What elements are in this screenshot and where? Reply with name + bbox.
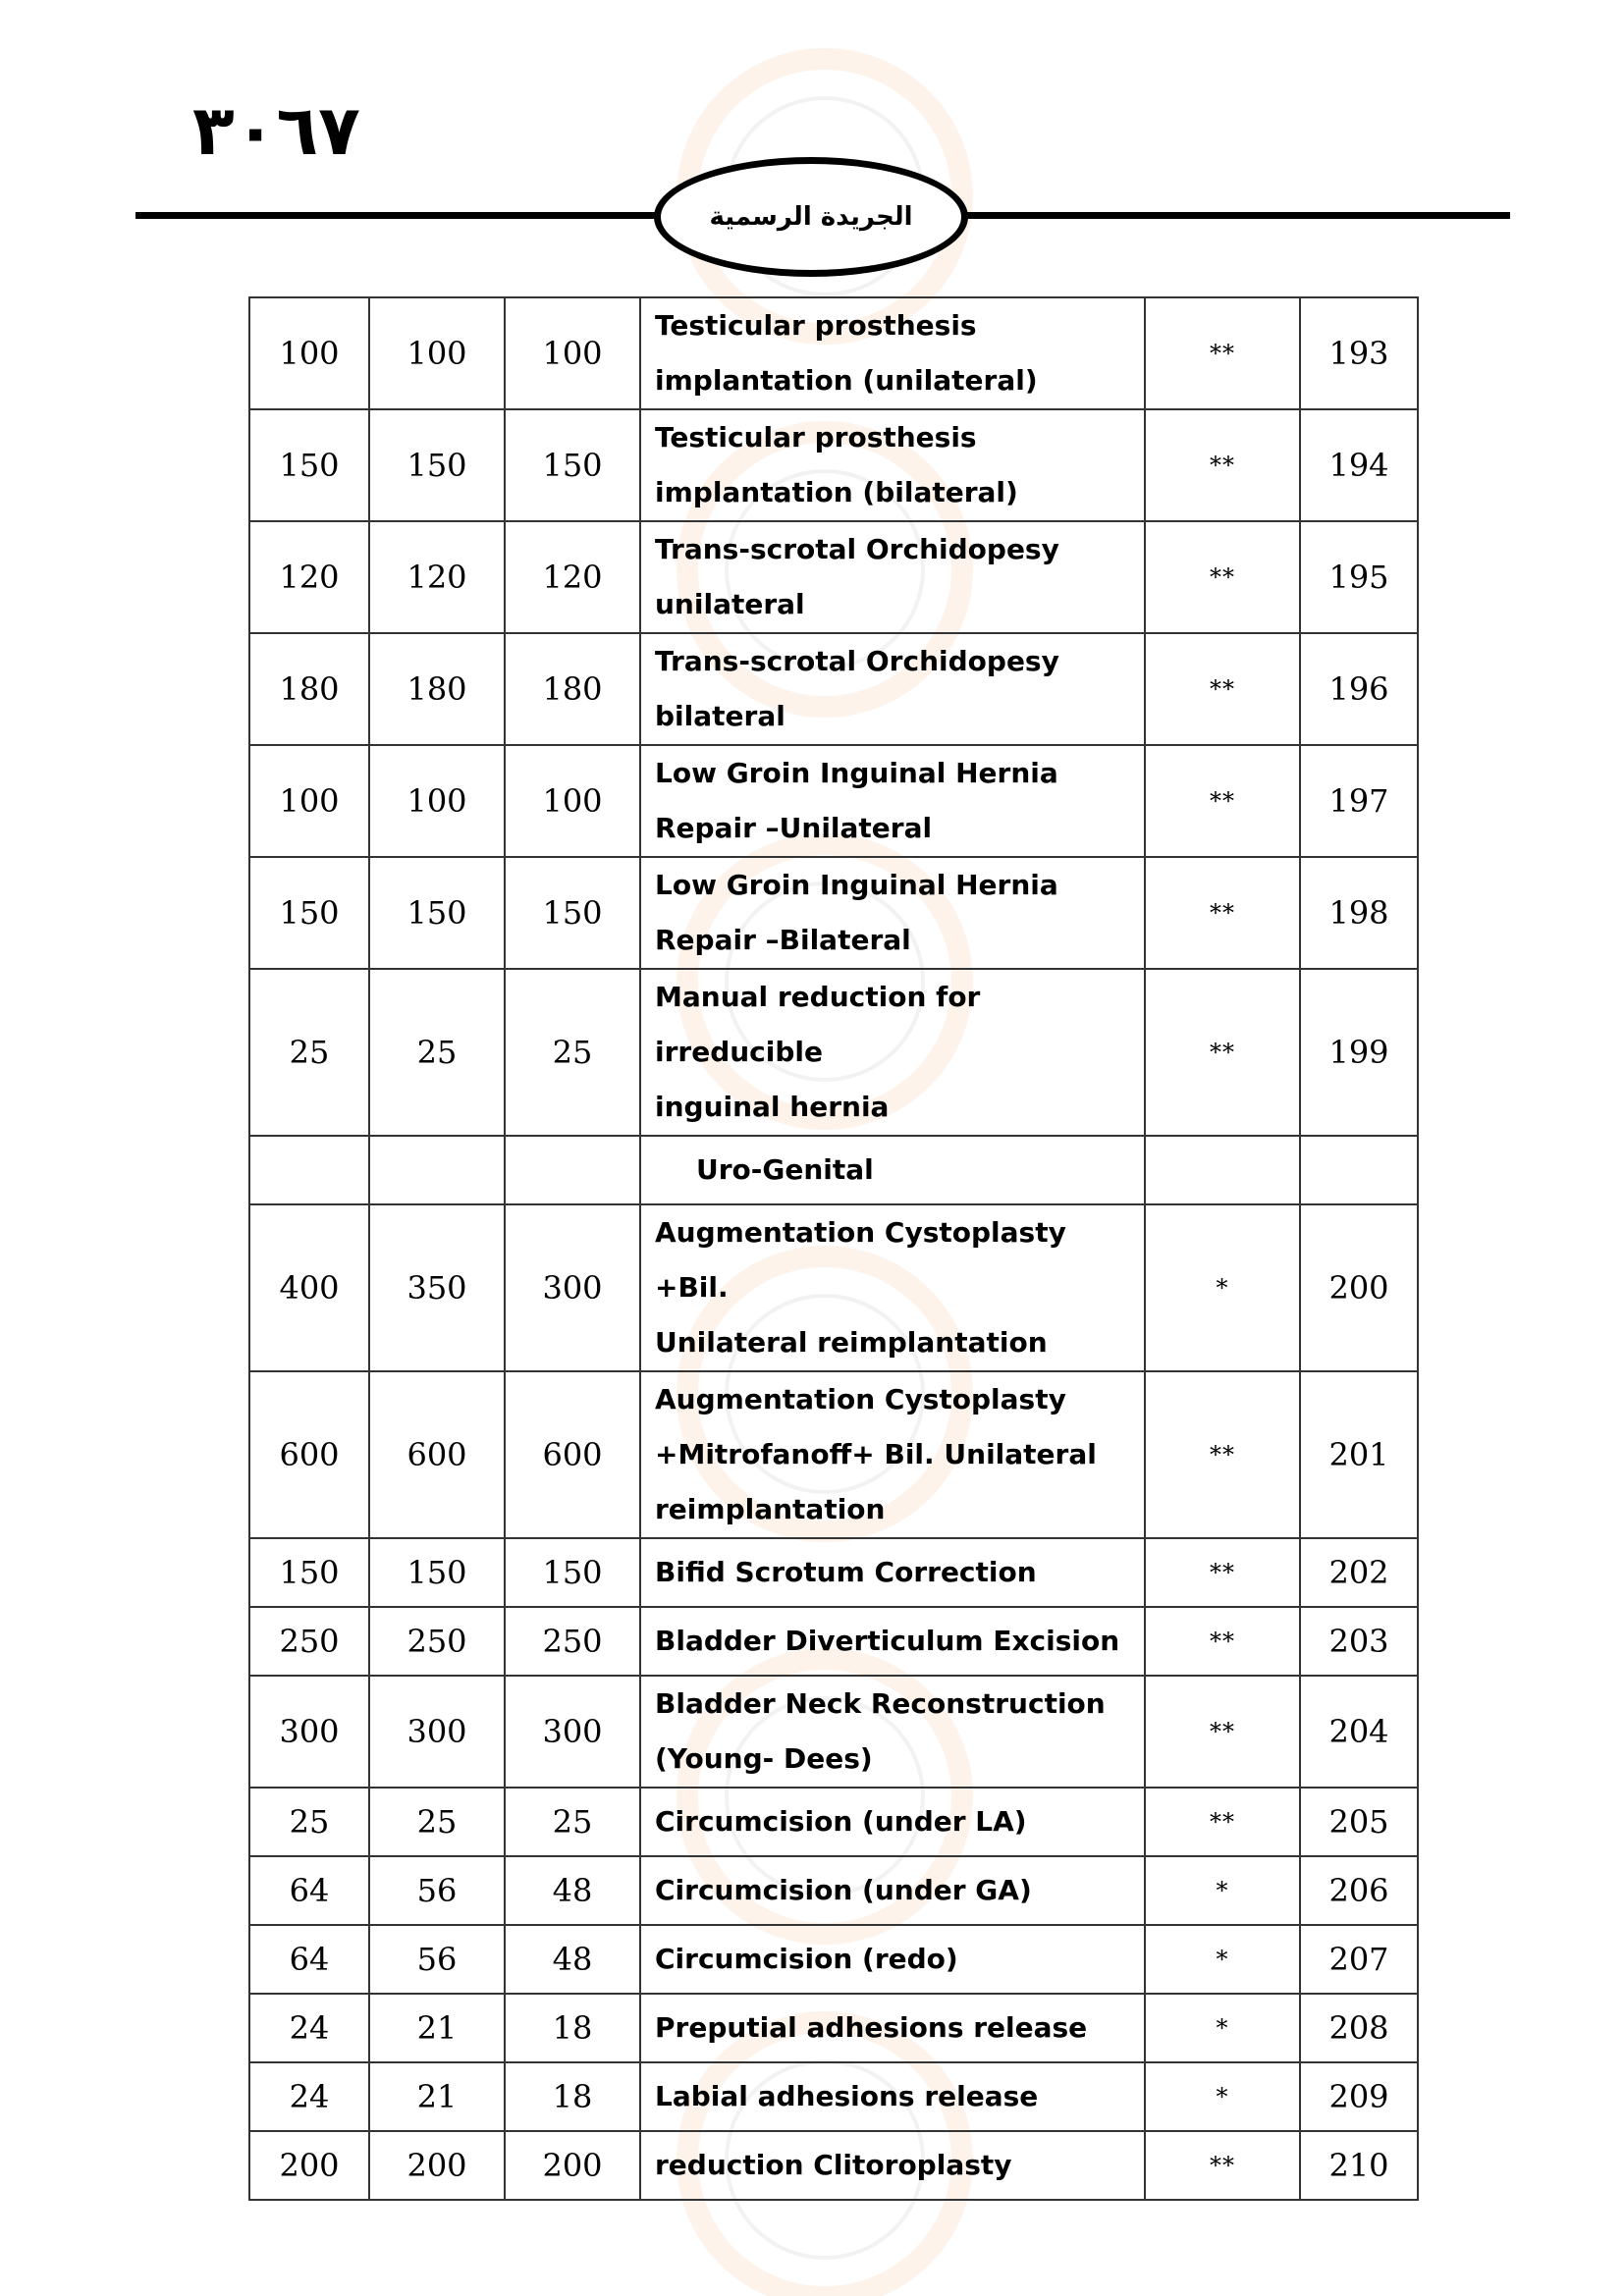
category-mark: * [1145, 1204, 1300, 1371]
category-mark: ** [1145, 297, 1300, 409]
fee-col-2: 600 [369, 1371, 505, 1538]
fee-col-1: 64 [249, 1925, 369, 1994]
fee-col-2: 350 [369, 1204, 505, 1371]
procedure-description-line: Low Groin Inguinal Hernia [655, 869, 1058, 901]
procedure-number: 205 [1300, 1788, 1418, 1856]
category-mark: * [1145, 1856, 1300, 1925]
category-mark: ** [1145, 857, 1300, 969]
procedure-description [640, 1538, 1145, 1607]
procedure-number: 196 [1300, 633, 1418, 745]
procedure-number: 202 [1300, 1538, 1418, 1607]
table-row [249, 2062, 1418, 2131]
fee-col-1: 24 [249, 1994, 369, 2062]
procedure-description-line: Testicular prosthesis [655, 309, 977, 342]
fee-col-3: 300 [505, 1204, 640, 1371]
table-row [249, 1607, 1418, 1676]
header-rule-left [135, 212, 666, 219]
fee-col-3: 150 [505, 857, 640, 969]
table-row [249, 633, 1418, 745]
fee-col-2: 150 [369, 1538, 505, 1607]
procedure-description-line: reduction Clitoroplasty [655, 2149, 1012, 2181]
procedure-description [640, 1204, 1145, 1371]
category-mark: ** [1145, 1371, 1300, 1538]
procedure-number: 199 [1300, 969, 1418, 1136]
fee-col-1: 150 [249, 1538, 369, 1607]
fee-col-3: 18 [505, 2062, 640, 2131]
empty-cell [1300, 1136, 1418, 1204]
table-row [249, 745, 1418, 857]
section-heading: Uro-Genital [640, 1136, 1145, 1204]
category-mark: ** [1145, 745, 1300, 857]
procedure-number: 210 [1300, 2131, 1418, 2200]
fee-col-3: 48 [505, 1925, 640, 1994]
header-rule-right [958, 212, 1510, 219]
fee-col-2: 180 [369, 633, 505, 745]
procedure-description [640, 1925, 1145, 1994]
table-row [249, 1925, 1418, 1994]
procedure-description-line: Circumcision (under GA) [655, 1874, 1032, 1906]
procedure-description-line: Unilateral reimplantation [655, 1326, 1048, 1359]
fee-col-1: 120 [249, 521, 369, 633]
fee-col-1: 180 [249, 633, 369, 745]
table-row [249, 297, 1418, 409]
procedure-description-line: unilateral [655, 588, 805, 620]
table-row [249, 969, 1418, 1136]
procedure-description-line: inguinal hernia [655, 1091, 890, 1123]
category-mark: * [1145, 1925, 1300, 1994]
fee-col-3: 25 [505, 969, 640, 1136]
procedure-description [640, 969, 1145, 1136]
procedure-description [640, 1607, 1145, 1676]
empty-cell [369, 1136, 505, 1204]
fee-col-2: 250 [369, 1607, 505, 1676]
procedure-description-line: Trans-scrotal Orchidopesy [655, 533, 1059, 565]
procedure-description-line: Manual reduction for irreducible [655, 981, 981, 1068]
fee-col-1: 64 [249, 1856, 369, 1925]
fee-col-2: 56 [369, 1856, 505, 1925]
masthead-title: الجريدة الرسمية [709, 202, 913, 232]
fee-col-1: 24 [249, 2062, 369, 2131]
procedure-description-line: implantation (bilateral) [655, 476, 1018, 508]
empty-cell [505, 1136, 640, 1204]
fee-col-1: 150 [249, 409, 369, 521]
category-mark: * [1145, 2062, 1300, 2131]
procedure-description-line: Circumcision (redo) [655, 1943, 958, 1975]
table-row [249, 857, 1418, 969]
category-mark: ** [1145, 1676, 1300, 1788]
fee-col-1: 25 [249, 1788, 369, 1856]
fee-col-2: 21 [369, 2062, 505, 2131]
fee-col-1: 200 [249, 2131, 369, 2200]
procedure-description [640, 857, 1145, 969]
fee-table-body [249, 297, 1418, 2200]
fee-col-1: 400 [249, 1204, 369, 1371]
masthead-oval [654, 157, 968, 277]
procedure-description-line: bilateral [655, 700, 785, 732]
fee-col-1: 300 [249, 1676, 369, 1788]
page-number: ٣٠٦٧ [192, 90, 360, 171]
category-mark: ** [1145, 2131, 1300, 2200]
procedure-description-line: (Young- Dees) [655, 1742, 873, 1775]
fee-col-2: 100 [369, 297, 505, 409]
table-row [249, 1856, 1418, 1925]
procedure-description-line: Testicular prosthesis [655, 421, 977, 454]
procedure-description-line: Bladder Diverticulum Excision [655, 1625, 1120, 1657]
procedure-number: 193 [1300, 297, 1418, 409]
fee-table-container [248, 296, 1417, 2201]
procedure-description-line: Circumcision (under LA) [655, 1805, 1027, 1838]
table-row [249, 1788, 1418, 1856]
category-mark: ** [1145, 521, 1300, 633]
procedure-number: 198 [1300, 857, 1418, 969]
procedure-description-line: Augmentation Cystoplasty [655, 1383, 1066, 1415]
procedure-description [640, 297, 1145, 409]
fee-col-2: 56 [369, 1925, 505, 1994]
table-row [249, 521, 1418, 633]
table-row [249, 409, 1418, 521]
procedure-number: 201 [1300, 1371, 1418, 1538]
procedure-number: 206 [1300, 1856, 1418, 1925]
category-mark: * [1145, 1994, 1300, 2062]
procedure-number: 200 [1300, 1204, 1418, 1371]
procedure-description-line: Repair –Unilateral [655, 812, 933, 844]
fee-col-2: 150 [369, 857, 505, 969]
procedure-number: 194 [1300, 409, 1418, 521]
procedure-number: 195 [1300, 521, 1418, 633]
fee-col-3: 600 [505, 1371, 640, 1538]
table-row [249, 1676, 1418, 1788]
category-mark: ** [1145, 409, 1300, 521]
fee-col-3: 200 [505, 2131, 640, 2200]
procedure-description [640, 409, 1145, 521]
fee-col-3: 150 [505, 409, 640, 521]
procedure-description [640, 521, 1145, 633]
procedure-number: 208 [1300, 1994, 1418, 2062]
fee-col-2: 150 [369, 409, 505, 521]
procedure-description [640, 1371, 1145, 1538]
fee-col-2: 300 [369, 1676, 505, 1788]
empty-cell [1145, 1136, 1300, 1204]
table-row [249, 2131, 1418, 2200]
procedure-description-line: Labial adhesions release [655, 2080, 1039, 2112]
category-mark: ** [1145, 1607, 1300, 1676]
fee-col-1: 100 [249, 297, 369, 409]
category-mark: ** [1145, 969, 1300, 1136]
procedure-description-line: Augmentation Cystoplasty +Bil. [655, 1216, 1066, 1304]
fee-col-1: 100 [249, 745, 369, 857]
fee-col-3: 18 [505, 1994, 640, 2062]
category-mark: ** [1145, 1788, 1300, 1856]
procedure-number: 197 [1300, 745, 1418, 857]
procedure-description-line: Repair –Bilateral [655, 924, 911, 956]
procedure-number: 204 [1300, 1676, 1418, 1788]
fee-col-2: 200 [369, 2131, 505, 2200]
fee-col-1: 150 [249, 857, 369, 969]
procedure-description [640, 745, 1145, 857]
table-row [249, 1204, 1418, 1371]
procedure-description [640, 1856, 1145, 1925]
procedure-description-line: Low Groin Inguinal Hernia [655, 757, 1058, 789]
fee-col-2: 25 [369, 1788, 505, 1856]
procedure-number: 203 [1300, 1607, 1418, 1676]
procedure-description [640, 1788, 1145, 1856]
procedure-description-line: implantation (unilateral) [655, 364, 1038, 397]
fee-col-1: 250 [249, 1607, 369, 1676]
table-row [249, 1994, 1418, 2062]
category-mark: ** [1145, 633, 1300, 745]
fee-col-3: 100 [505, 297, 640, 409]
procedure-description [640, 1994, 1145, 2062]
procedure-description [640, 1676, 1145, 1788]
fee-col-3: 250 [505, 1607, 640, 1676]
procedure-description [640, 633, 1145, 745]
empty-cell [249, 1136, 369, 1204]
table-row [249, 1538, 1418, 1607]
fee-col-3: 150 [505, 1538, 640, 1607]
fee-col-3: 120 [505, 521, 640, 633]
procedure-description-line: Bladder Neck Reconstruction [655, 1687, 1106, 1720]
procedure-description [640, 2062, 1145, 2131]
procedure-number: 207 [1300, 1925, 1418, 1994]
fee-col-1: 600 [249, 1371, 369, 1538]
procedure-description-line: Trans-scrotal Orchidopesy [655, 645, 1059, 677]
fee-col-3: 300 [505, 1676, 640, 1788]
procedure-number: 209 [1300, 2062, 1418, 2131]
procedure-description [640, 2131, 1145, 2200]
category-mark: ** [1145, 1538, 1300, 1607]
procedure-description-line: Bifid Scrotum Correction [655, 1556, 1037, 1588]
section-row [249, 1136, 1418, 1204]
fee-table [248, 296, 1419, 2201]
fee-col-3: 180 [505, 633, 640, 745]
fee-col-3: 100 [505, 745, 640, 857]
fee-col-2: 120 [369, 521, 505, 633]
fee-col-1: 25 [249, 969, 369, 1136]
table-row [249, 1371, 1418, 1538]
fee-col-3: 25 [505, 1788, 640, 1856]
procedure-description-line: reimplantation [655, 1493, 886, 1525]
fee-col-2: 100 [369, 745, 505, 857]
fee-col-2: 21 [369, 1994, 505, 2062]
procedure-description-line: Preputial adhesions release [655, 2011, 1088, 2044]
procedure-description-line: +Mitrofanoff+ Bil. Unilateral [655, 1438, 1097, 1470]
fee-col-3: 48 [505, 1856, 640, 1925]
fee-col-2: 25 [369, 969, 505, 1136]
